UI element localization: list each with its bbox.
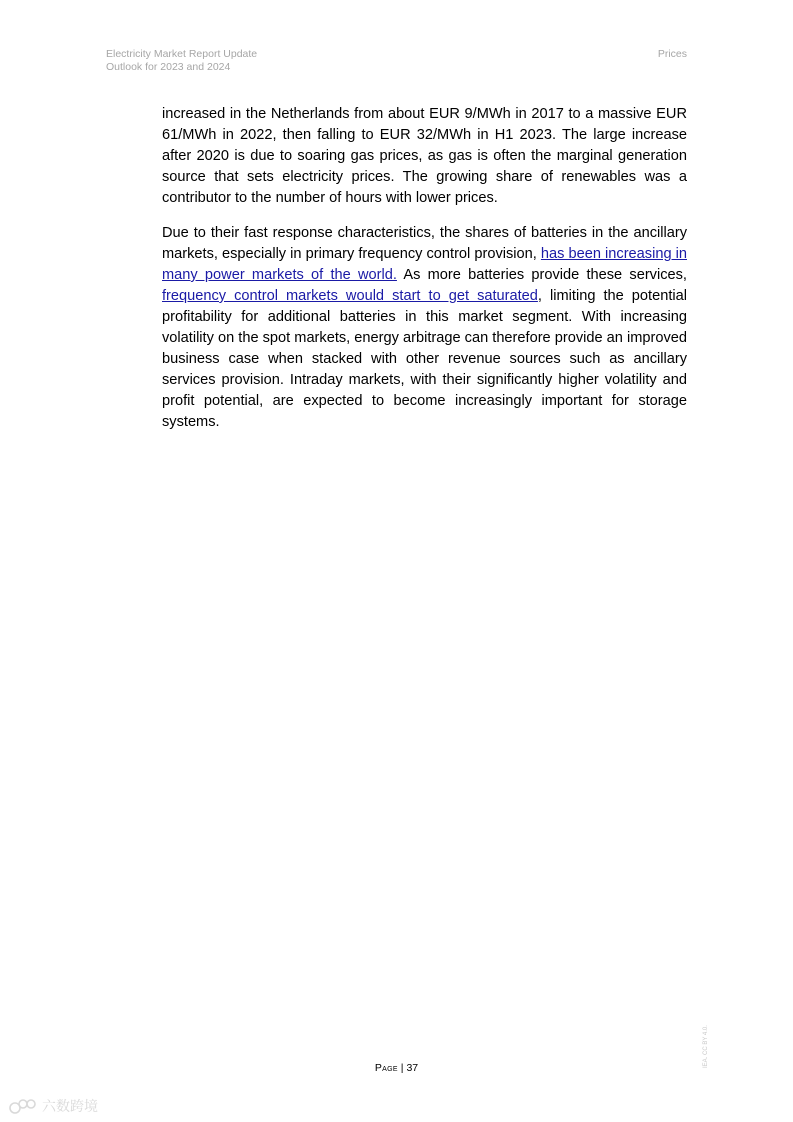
paragraph-2-text-c: , limiting the potential profitability for additional batteries in this market segment. With increasing volatility on the spot markets, energy arbitrage can therefore provide an improved business case when stacked with other revenue sources such as ancillary services provision. Intraday markets, with their significantly higher volatility and profit potential, are expected to become increasingly important for storage systems. xyxy=(162,288,687,430)
page-footer xyxy=(0,1062,793,1075)
page-number: 37 xyxy=(406,1062,419,1074)
watermark xyxy=(8,1096,98,1118)
paragraph-2-text-b: As more batteries provide these services, xyxy=(396,267,687,283)
paragraph-1: increased in the Netherlands from about EUR 9/MWh in 2017 to a massive EUR 61/MWh in 2022, then falling to EUR 32/MWh in H1 2023. The large increase after 2020 is due to soaring gas prices, as gas is often the marginal generation source that sets electricity prices. The growing share of renewables was a contributor to the number of hours with lower prices. xyxy=(162,106,687,206)
link-frequency-markets-saturated[interactable]: frequency control markets would start to get saturated xyxy=(162,288,538,304)
watermark-text: 六数跨境 xyxy=(42,1099,98,1115)
report-subtitle: Outlook for 2023 and 2024 xyxy=(106,61,231,73)
running-header xyxy=(106,48,257,74)
page-separator: | xyxy=(400,1062,404,1074)
paragraph-2-text-a: Due to their fast response characteristics, the shares of batteries in the ancillary markets, especially in primary frequency control provision, xyxy=(162,225,687,262)
link-batteries-increasing[interactable]: has been increasing in many power markets of the world. xyxy=(162,246,687,283)
page-label: Page xyxy=(374,1062,398,1074)
paragraph-2 xyxy=(162,223,687,433)
license-note: IEA. CC BY 4.0. xyxy=(703,1025,709,1068)
watermark-logo-icon xyxy=(8,1098,38,1116)
report-title: Electricity Market Report Update xyxy=(106,48,258,60)
section-name: Prices xyxy=(657,48,687,60)
body-text xyxy=(162,104,687,447)
